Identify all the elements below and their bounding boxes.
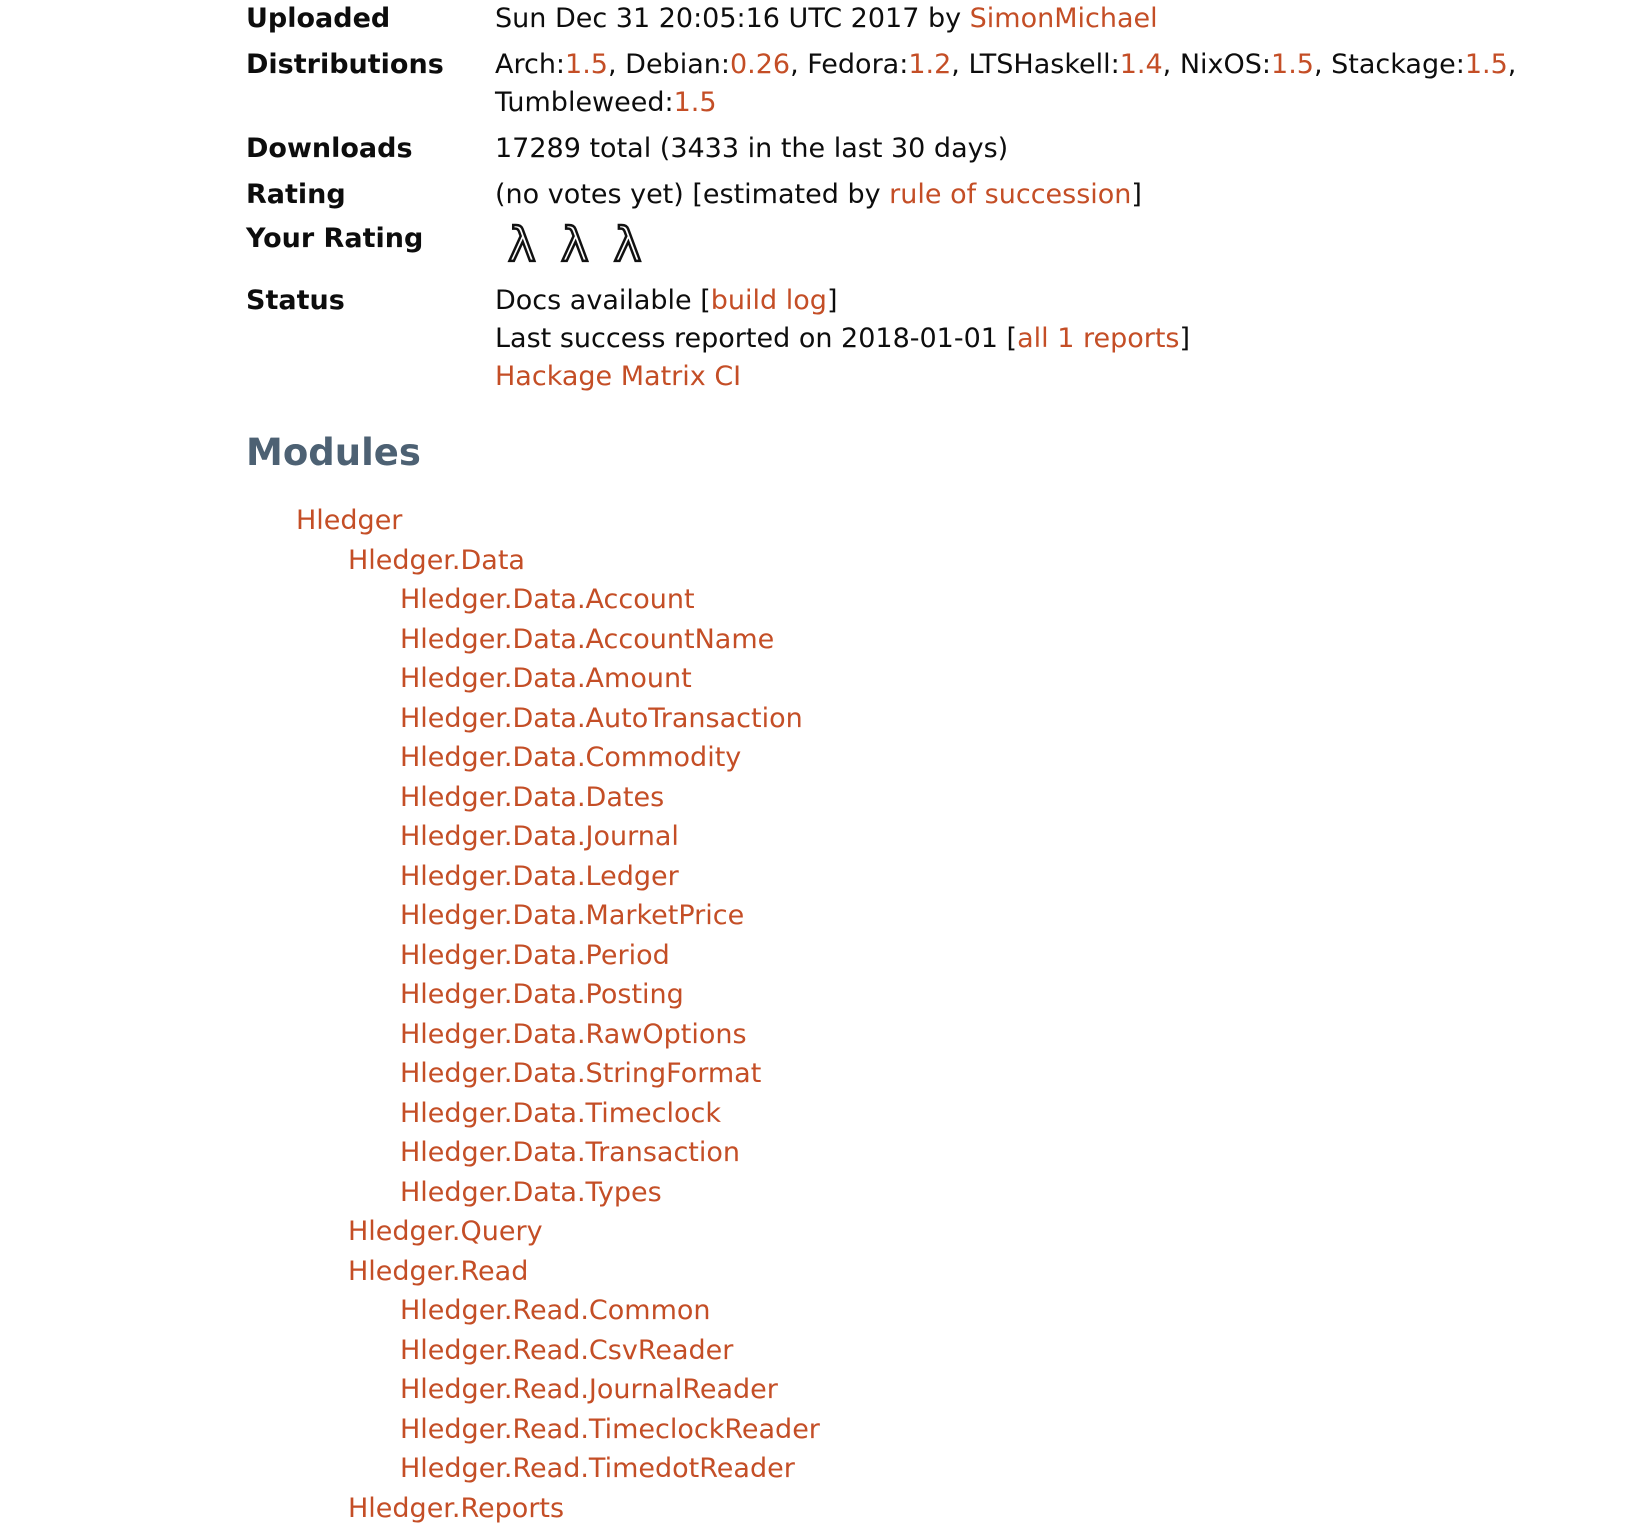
- module-link[interactable]: Hledger.Reports: [348, 1493, 564, 1524]
- distribution-name: Debian:: [625, 49, 730, 80]
- all-reports-link[interactable]: all 1 reports: [1017, 323, 1179, 354]
- module-link[interactable]: Hledger.Read.TimeclockReader: [400, 1414, 820, 1445]
- rule-of-succession-link[interactable]: rule of succession: [889, 179, 1131, 210]
- downloads-value: 17289 total (3433 in the last 30 days): [495, 130, 1595, 168]
- module-link[interactable]: Hledger.Query: [348, 1216, 543, 1247]
- module-link[interactable]: Hledger.Read.JournalReader: [400, 1374, 778, 1405]
- distribution-item: [1331, 49, 1508, 80]
- module-tree-item: [400, 659, 1639, 699]
- rating-label: Rating: [246, 176, 495, 214]
- rating-value: [495, 176, 1595, 214]
- your-rating-label: Your Rating: [246, 220, 495, 272]
- module-tree-item: [348, 1212, 1639, 1252]
- module-tree-item: [400, 580, 1639, 620]
- module-link[interactable]: Hledger.Data.Commodity: [400, 742, 741, 773]
- status-success-text-after: ]: [1179, 323, 1190, 354]
- module-tree-item: [400, 1410, 1639, 1450]
- module-tree-sublist: [296, 541, 1639, 1528]
- status-row: [246, 278, 1606, 400]
- status-line-success: [495, 320, 1595, 358]
- status-line-docs: [495, 282, 1595, 320]
- status-value: [495, 282, 1595, 396]
- status-line-matrix: [495, 358, 1595, 396]
- distribution-name: Tumbleweed:: [495, 87, 674, 118]
- status-docs-text-before: Docs available [: [495, 285, 711, 316]
- module-link[interactable]: Hledger.Data.Journal: [400, 821, 679, 852]
- module-tree-sublist: [348, 1291, 1639, 1489]
- module-link[interactable]: Hledger.Data.StringFormat: [400, 1058, 761, 1089]
- module-link[interactable]: Hledger: [296, 505, 402, 536]
- uploader-link[interactable]: SimonMichael: [970, 3, 1158, 34]
- rating-text-after: ]: [1131, 179, 1142, 210]
- rating-text-before: (no votes yet) [estimated by: [495, 179, 889, 210]
- status-label: Status: [246, 282, 495, 396]
- module-tree-item: [400, 896, 1639, 936]
- module-tree-sublist: [348, 580, 1639, 1212]
- distribution-version-link[interactable]: 1.5: [565, 49, 608, 80]
- downloads-row: [246, 126, 1606, 172]
- distribution-name: LTSHaskell:: [968, 49, 1119, 80]
- module-tree-item: [348, 1489, 1639, 1528]
- distribution-version-link[interactable]: 1.5: [1271, 49, 1314, 80]
- rating-row: [246, 172, 1606, 218]
- module-tree-item: [400, 817, 1639, 857]
- module-link[interactable]: Hledger.Data.MarketPrice: [400, 900, 744, 931]
- uploaded-value: [495, 0, 1595, 38]
- distribution-version-link[interactable]: 1.5: [674, 87, 717, 118]
- distributions-label: Distributions: [246, 46, 495, 122]
- uploaded-label: Uploaded: [246, 0, 495, 38]
- module-tree-item: [296, 501, 1639, 1528]
- module-link[interactable]: Hledger.Data.Period: [400, 940, 670, 971]
- distribution-version-link[interactable]: 0.26: [730, 49, 790, 80]
- module-tree-item: [400, 620, 1639, 660]
- distribution-item: [625, 49, 790, 80]
- module-link[interactable]: Hledger.Data.Account: [400, 584, 695, 615]
- module-tree-item: [348, 541, 1639, 1213]
- module-tree-item: [400, 857, 1639, 897]
- module-link[interactable]: Hledger.Read.CsvReader: [400, 1335, 733, 1366]
- module-tree-root: [246, 501, 1639, 1528]
- distribution-item: [495, 49, 608, 80]
- module-tree-item: [400, 778, 1639, 818]
- module-tree-item: [400, 1331, 1639, 1371]
- distribution-name: Stackage:: [1331, 49, 1465, 80]
- your-rating-widget: [495, 220, 1606, 272]
- module-link[interactable]: Hledger.Data.Ledger: [400, 861, 679, 892]
- module-link[interactable]: Hledger.Data.RawOptions: [400, 1019, 747, 1050]
- module-tree-item: [400, 1173, 1639, 1213]
- module-link[interactable]: Hledger.Data.Amount: [400, 663, 692, 694]
- build-log-link[interactable]: build log: [711, 285, 827, 316]
- distributions-row: [246, 42, 1606, 126]
- module-link[interactable]: Hledger.Data.Dates: [400, 782, 664, 813]
- module-link[interactable]: Hledger.Read: [348, 1256, 528, 1287]
- rating-lambda-icon[interactable]: λ: [614, 220, 642, 272]
- modules-tree: [246, 501, 1639, 1528]
- downloads-label: Downloads: [246, 130, 495, 168]
- modules-heading: Modules: [246, 430, 1639, 476]
- module-tree-item: [400, 936, 1639, 976]
- module-link[interactable]: Hledger.Data.Posting: [400, 979, 684, 1010]
- module-link[interactable]: Hledger.Data.AutoTransaction: [400, 703, 803, 734]
- distribution-item: [807, 49, 951, 80]
- module-tree-item: [400, 699, 1639, 739]
- module-link[interactable]: Hledger.Read.TimedotReader: [400, 1453, 795, 1484]
- module-tree-item: [348, 1252, 1639, 1489]
- rating-lambda-icon[interactable]: λ: [508, 220, 536, 272]
- module-link[interactable]: Hledger.Data.AccountName: [400, 624, 774, 655]
- distribution-version-link[interactable]: 1.4: [1120, 49, 1163, 80]
- module-tree-item: [400, 975, 1639, 1015]
- hackage-matrix-ci-link[interactable]: Hackage Matrix CI: [495, 361, 741, 392]
- package-properties-table: [246, 0, 1606, 400]
- rating-lambda-icon[interactable]: λ: [561, 220, 589, 272]
- module-tree-item: [400, 1449, 1639, 1489]
- uploaded-date-text: Sun Dec 31 20:05:16 UTC 2017 by: [495, 3, 970, 34]
- module-link[interactable]: Hledger.Data.Transaction: [400, 1137, 740, 1168]
- module-tree-item: [400, 1370, 1639, 1410]
- status-success-text-before: Last success reported on 2018-01-01 [: [495, 323, 1017, 354]
- distribution-item: [1180, 49, 1314, 80]
- module-tree-item: [400, 738, 1639, 778]
- distribution-name: NixOS:: [1180, 49, 1271, 80]
- module-tree-item: [400, 1291, 1639, 1331]
- your-rating-row: [246, 218, 1606, 278]
- uploaded-row: [246, 0, 1606, 42]
- module-link[interactable]: Hledger.Data: [348, 545, 525, 576]
- distribution-name: Arch:: [495, 49, 565, 80]
- distribution-name: Fedora:: [807, 49, 908, 80]
- module-link[interactable]: Hledger.Data.Types: [400, 1177, 662, 1208]
- distribution-version-link[interactable]: 1.5: [1465, 49, 1508, 80]
- distribution-version-link[interactable]: 1.2: [908, 49, 951, 80]
- module-link[interactable]: Hledger.Data.Timeclock: [400, 1098, 721, 1129]
- module-tree-item: [400, 1133, 1639, 1173]
- distribution-item: [495, 87, 717, 118]
- module-tree-item: [400, 1054, 1639, 1094]
- distributions-value: Arch:1.5, Debian:0.26, Fedora:1.2, LTSHaskell:1.4, NixOS:1.5, Stackage:1.5, Tumbleweed:1.5: [495, 46, 1595, 122]
- module-tree-item: [400, 1015, 1639, 1055]
- module-tree-item: [400, 1094, 1639, 1134]
- distribution-item: [968, 49, 1162, 80]
- status-docs-text-after: ]: [827, 285, 838, 316]
- module-link[interactable]: Hledger.Read.Common: [400, 1295, 711, 1326]
